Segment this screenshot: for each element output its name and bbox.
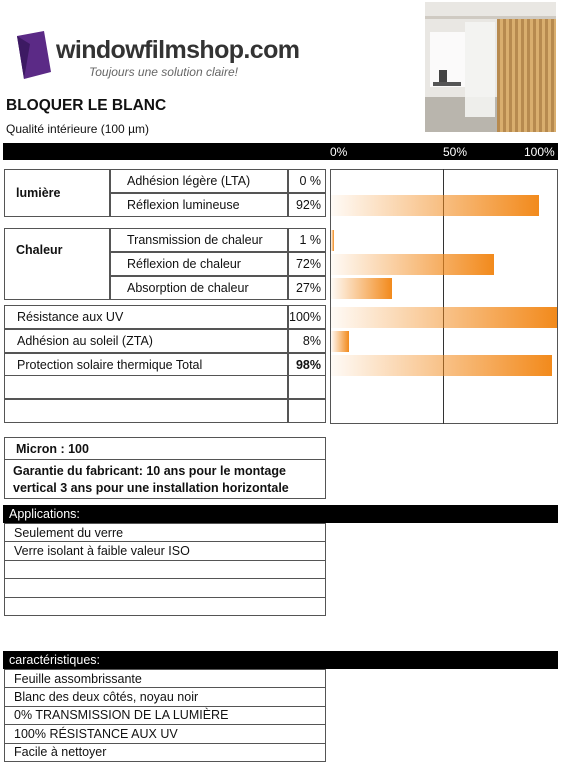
scale-0-label: 0% [330, 145, 348, 159]
metric-value-1: 92% [288, 193, 326, 217]
features-header-label: caractéristiques: [9, 653, 101, 667]
metric-bar-4 [331, 278, 392, 299]
group-chaleur-label: Chaleur [16, 243, 63, 257]
empty-row-value-1 [288, 375, 326, 399]
warranty-text: Garantie du fabricant: 10 ans pour le montage vertical 3 ans pour une installation horizontale [13, 464, 289, 495]
metric-value-0: 0 % [288, 169, 326, 193]
brand-tagline: Toujours une solution claire! [89, 65, 238, 79]
group-chaleur [4, 228, 110, 300]
application-item: Seulement du verre [4, 523, 326, 542]
metric-value-4: 27% [288, 276, 326, 300]
feature-item: 100% RÉSISTANCE AUX UV [4, 725, 326, 744]
metric-value-7: 98% [288, 353, 326, 377]
product-subtitle: Qualité intérieure (100 µm) [6, 122, 149, 136]
application-item [4, 560, 326, 579]
metric-bar-3 [331, 254, 494, 275]
empty-row-value-2 [288, 399, 326, 423]
application-item: Verre isolant à faible valeur ISO [4, 542, 326, 561]
feature-item: 0% TRANSMISSION DE LA LUMIÈRE [4, 706, 326, 725]
metric-bar-1 [331, 195, 539, 216]
feature-item: Feuille assombrissante [4, 669, 326, 688]
metric-label-2: Transmission de chaleur [110, 228, 288, 252]
feature-item: Facile à nettoyer [4, 743, 326, 762]
application-item [4, 597, 326, 616]
metric-value-5: 100% [288, 305, 326, 329]
logo [14, 30, 304, 82]
product-photo [425, 2, 556, 132]
metric-bar-5 [331, 307, 557, 328]
metric-label-7: Protection solaire thermique Total [4, 353, 288, 377]
scale-header [3, 143, 558, 160]
group-lumiere [4, 169, 110, 217]
applications-header [3, 505, 558, 523]
product-title: BLOQUER LE BLANC [6, 97, 167, 114]
metric-value-2: 1 % [288, 228, 326, 252]
empty-row-label-1 [4, 375, 288, 399]
applications-header-label: Applications: [9, 507, 80, 521]
metric-label-4: Absorption de chaleur [110, 276, 288, 300]
brand-name: windowfilmshop.com [56, 36, 300, 64]
empty-row-label-2 [4, 399, 288, 423]
metric-label-3: Réflexion de chaleur [110, 252, 288, 276]
metric-label-1: Réflexion lumineuse [110, 193, 288, 217]
logo-mark-icon [14, 30, 54, 80]
metric-bar-6 [331, 331, 349, 352]
metric-value-6: 8% [288, 329, 326, 353]
features-header [3, 651, 558, 669]
metric-label-0: Adhésion légère (LTA) [110, 169, 288, 193]
application-item [4, 579, 326, 598]
metric-value-3: 72% [288, 252, 326, 276]
scale-100-label: 100% [524, 145, 555, 159]
group-lumiere-label: lumière [16, 186, 61, 200]
micron-label: Micron : 100 [16, 442, 89, 456]
metric-label-6: Adhésion au soleil (ZTA) [4, 329, 288, 353]
metric-bar-2 [331, 230, 334, 251]
scale-50-label: 50% [443, 145, 468, 159]
feature-item: Blanc des deux côtés, noyau noir [4, 688, 326, 707]
metric-bar-7 [331, 355, 552, 376]
info-divider [4, 459, 326, 460]
metric-label-5: Résistance aux UV [4, 305, 288, 329]
